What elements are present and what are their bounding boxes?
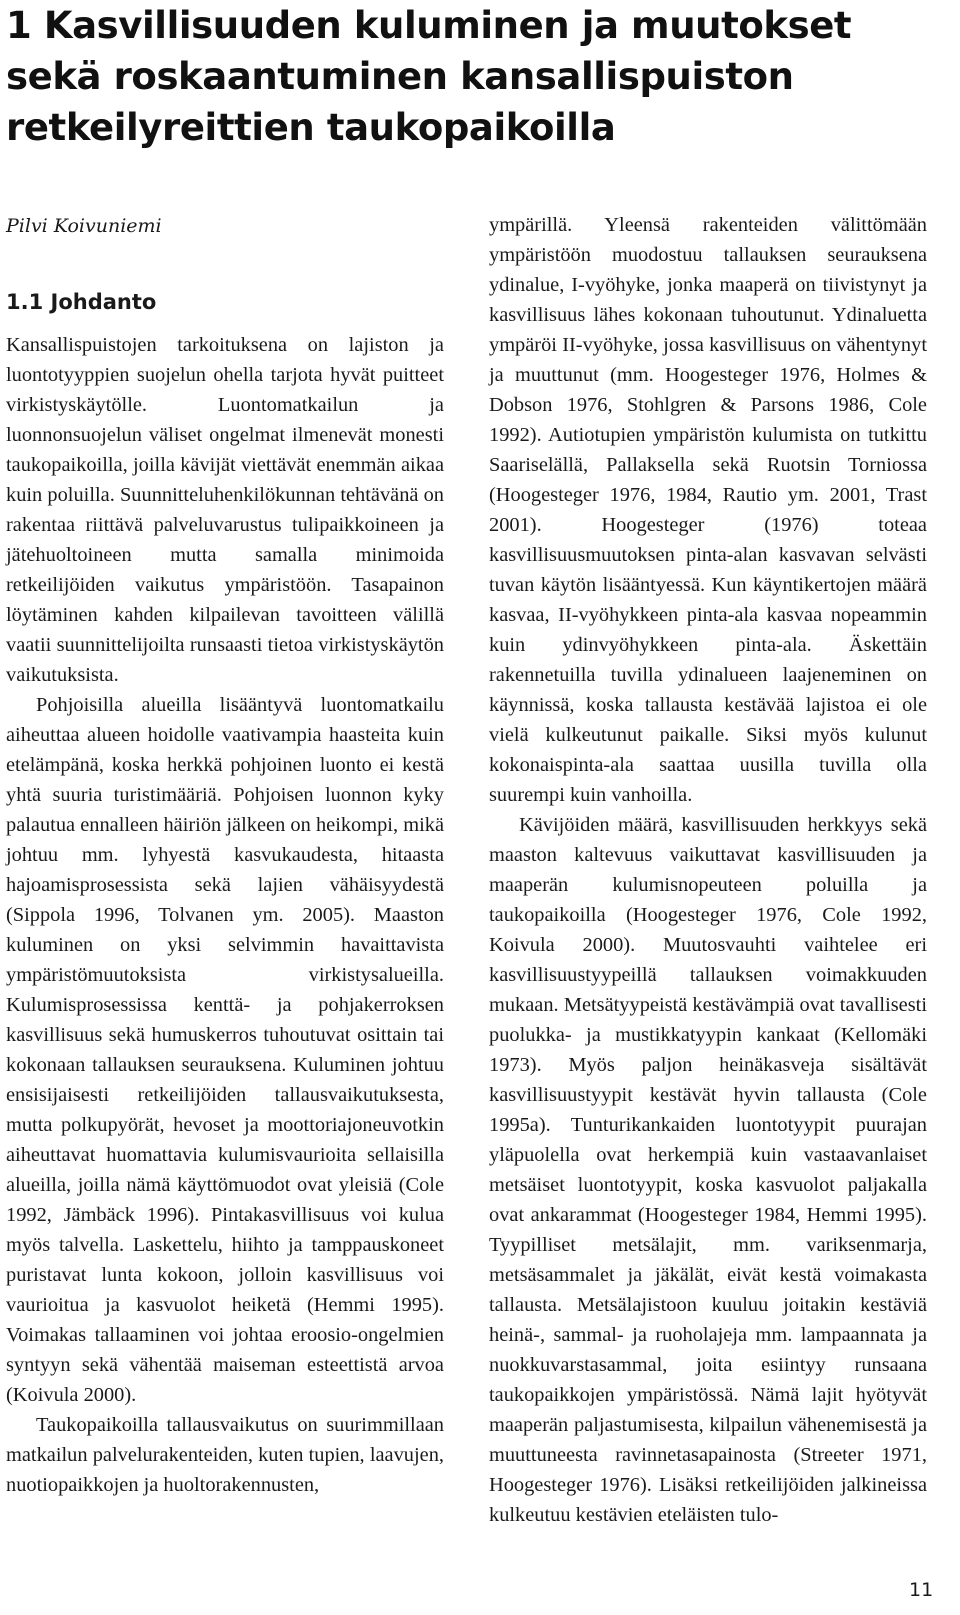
paragraph: Pohjoisilla alueilla lisääntyvä luontomatkailu aiheuttaa alueen hoidolle vaativampia haasteita kuin etelämpänä, koska herkkä pohjoinen luonto ei kestä yhtä suuria turistimääriä. Pohjoisen luonnon kyky palautua ennalleen häiriön jälkeen on heikompi, mikä johtuu mm. lyhyestä kasvukaudesta, hitaasta hajoamisprosessista sekä lajien vähäisyydestä (Sippola 1996, Tolvanen ym. 2005). Maaston kuluminen on yksi selvimmin havaittavista ympäristömuutoksista virkistysalueilla. Kulumisprosessissa kenttä- ja pohjakerroksen kasvillisuus sekä humuskerros tuhoutuvat osittain tai kokonaan tallauksen seurauksena. Kuluminen johtuu ensisijaisesti retkeilijöiden tallausvaikutuksesta, mutta polkupyörät, hevoset ja moottoriajoneuvotkin aiheuttavat huomattavia kulumisvaurioita sellaisilla alueilla, joilla nämä käyttömuodot ovat yleisiä (Cole 1992, Jämbäck 1996). Pintakasvillisuus voi kulua myös talvella. Laskettelu, hiihto ja tamppauskoneet puristavat lunta kokoon, jolloin kasvillisuus voi vaurioitua ja kasvuolot heiketä (Hemmi 1995). Voimakas tallaaminen voi johtaa eroosio-ongelmien syntyyn sekä vähentää maiseman esteettistä arvoa (Koivula 2000). — [6, 694, 444, 1406]
paragraph: Kävijöiden määrä, kasvillisuuden herkkyys sekä maaston kaltevuus vaikuttavat kasvillisuuden ja maaperän kulumisnopeuteen poluilla ja taukopaikoilla (Hoogesteger 1976, Cole 1992, Koivula 2000). Muutosvauhti vaihtelee eri kasvillisuustyypeillä tallauksen voimakkuuden mukaan. Metsätyypeistä kestävämpiä ovat tavallisesti puolukka- ja mustikkatyypin kankaat (Kellomäki 1973). Myös paljon heinäkasveja sisältävät kasvillisuustyypit kestävät hyvin tallausta (Cole 1995a). Tunturikankaiden luontotyypit puurajan yläpuolella ovat herkempiä kuin vastaavanlaiset metsäiset luontotyypit, koska kasvuolot paljakalla ovat ankarammat (Hoogesteger 1984, Hemmi 1995). Tyypilliset metsälajit, mm. variksenmarja, metsäsammalet ja jäkälät, eivät kestä voimakasta tallausta. Metsälajistoon kuuluu joitakin kestäviä heinä-, sammal- ja ruoholajeja mm. lampaannata ja nuokkuvarstasammal, joita esiintyy runsaana taukopaikkojen ympäristössä. Nämä lajit hyötyvät maaperän paljastumisesta, kilpailun vähenemisestä ja muuttuneesta ravinnetasapainosta (Streeter 1971, Hoogesteger 1976). Lisäksi retkeilijöiden jalkineissa kulkeutuu kestävien eteläisten tulo- — [489, 814, 927, 1526]
left-column — [6, 330, 444, 1500]
right-column — [489, 210, 927, 1530]
paragraph: Kansallispuistojen tarkoituksena on lajiston ja luontotyyppien suojelun ohella tarjota hyvät puitteet virkistyskäytölle. Luontomatkailun ja luonnonsuojelun väliset ongelmat ilmenevät monesti taukopaikoilla, joilla kävijät viettävät enemmän aikaa kuin poluilla. Suunnitteluhenkilökunnan tehtävänä on rakentaa riittävä palveluvarustus tulipaikkoineen ja jätehuoltoineen mutta samalla minimoida retkeilijöiden vaikutus ympäristöön. Tasapainon löytäminen kahden kilpailevan tavoitteen välillä vaatii suunnittelijoilta runsaasti tietoa virkistyskäytön vaikutuksista. — [6, 334, 444, 686]
author-name: Pilvi Koivuniemi — [6, 215, 162, 237]
section-heading: 1.1 Johdanto — [6, 290, 157, 314]
paragraph: Taukopaikoilla tallausvaikutus on suurimmillaan matkailun palvelurakenteiden, kuten tupien, laavujen, nuotiopaikkojen ja huoltorakennusten, — [6, 1414, 444, 1496]
paragraph: ympärillä. Yleensä rakenteiden välittömään ympäristöön muodostuu tallauksen seurauksena ydinalue, I-vyöhyke, jonka maaperä on tiivistynyt ja kasvillisuus lähes kokonaan tuhoutunut. Ydinaluetta ympäröi II-vyöhyke, jossa kasvillisuus on vähentynyt ja muuttunut (mm. Hoogesteger 1976, Holmes & Dobson 1976, Stohlgren & Parsons 1986, Cole 1992). Autiotupien ympäristön kulumista on tutkittu Saariselällä, Pallaksella sekä Ruotsin Torniossa (Hoogesteger 1976, 1984, Rautio ym. 2001, Trast 2001). Hoogesteger (1976) toteaa kasvillisuusmuutoksen pinta-alan kasvavan selvästi tuvan käytön lisääntyessä. Kun käyntikertojen määrä kasvaa, II-vyöhykkeen pinta-ala kasvaa nopeammin kuin ydinvyöhykkeen pinta-ala. Äskettäin rakennetuilla tuvilla ydinalueen laajeneminen on käynnissä, koska tallausta kestävää lajistoa ei ole vielä kulkeutunut paikalle. Siksi myös kulunut kokonaispinta-ala saattaa uusilla tuvilla olla suurempi kuin vanhoilla. — [489, 214, 927, 806]
page-number: 11 — [909, 1579, 934, 1601]
chapter-title: 1 Kasvillisuuden kuluminen ja muutokset sekä roskaantuminen kansallispuiston retkeilyreittien taukopaikoilla — [6, 4, 852, 149]
